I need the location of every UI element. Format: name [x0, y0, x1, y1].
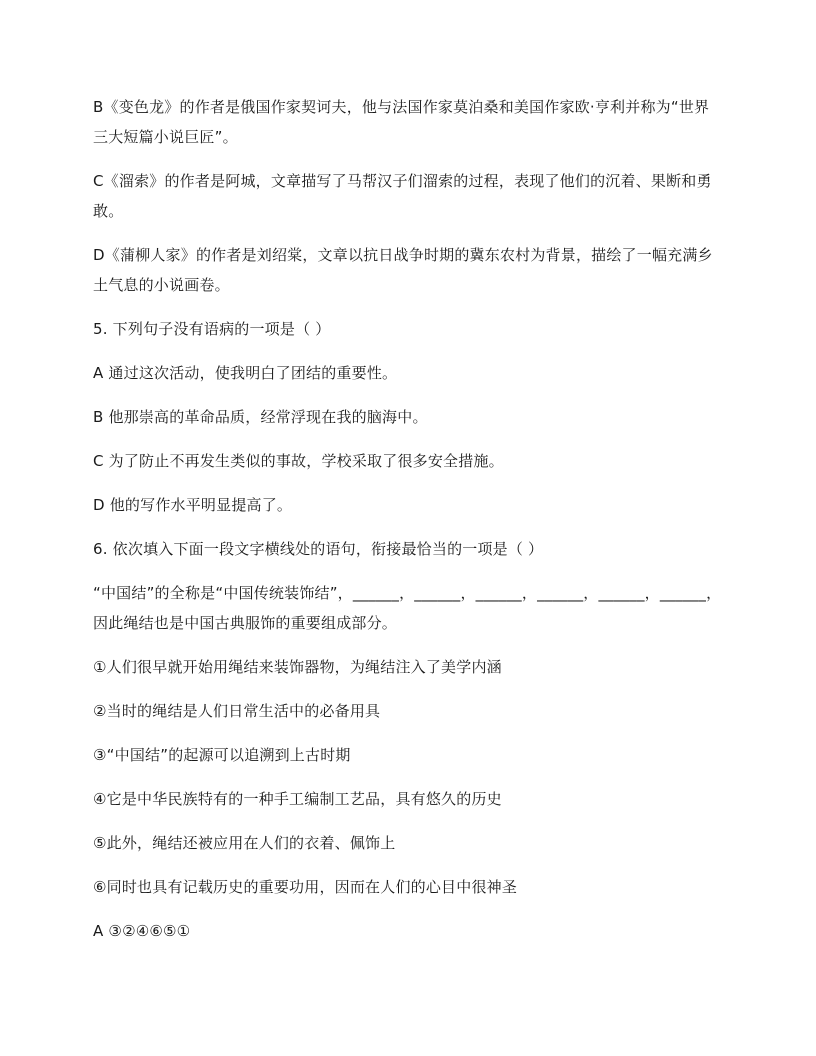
option-d-puliurenjia: D《蒲柳人家》的作者是刘绍棠，文章以抗日战争时期的冀东农村为背景，描绘了一幅充满乡土气息的小说画卷。: [93, 246, 713, 294]
question-6-item-6: ⑥同时也具有记载历史的重要功用，因而在人们的心目中很神圣: [93, 878, 518, 896]
option-c-liusuo: C《溜索》的作者是阿城，文章描写了马帮汉子们溜索的过程，表现了他们的沉着、果断和勇敢。: [93, 172, 712, 220]
question-5-option-d: D 他的写作水平明显提高了。: [93, 496, 293, 514]
question-6-passage: “中国结”的全称是“中国传统装饰结”，______，______，______，______，______，______，因此绳结也是中国古典服饰的重要组成部分。: [93, 584, 722, 632]
option-b-bianselong: B《变色龙》的作者是俄国作家契诃夫，他与法国作家莫泊桑和美国作家欧·亨利并称为“世界三大短篇小说巨匠”。: [93, 98, 710, 146]
question-6-item-5: ⑤此外，绳结还被应用在人们的衣着、佩饰上: [93, 834, 396, 852]
question-6-item-2: ②当时的绳结是人们日常生活中的必备用具: [93, 702, 381, 720]
question-6-item-3: ③“中国结”的起源可以追溯到上古时期: [93, 746, 351, 764]
question-6-item-4: ④它是中华民族特有的一种手工编制工艺品，具有悠久的历史: [93, 790, 502, 808]
document-body: [93, 92, 723, 960]
question-5-option-a: A 通过这次活动，使我明白了团结的重要性。: [93, 364, 398, 382]
question-5-option-c: C 为了防止不再发生类似的事故，学校采取了很多安全措施。: [93, 452, 504, 470]
question-5-option-b: B 他那崇高的革命品质，经常浮现在我的脑海中。: [93, 408, 428, 426]
question-6-stem: 6. 依次填入下面一段文字横线处的语句，衔接最恰当的一项是（ ）: [93, 540, 544, 558]
question-6-item-1: ①人们很早就开始用绳结来装饰器物，为绳结注入了美学内涵: [93, 658, 502, 676]
question-6-option-a: A ③②④⑥⑤①: [93, 922, 191, 940]
question-5-stem: 5. 下列句子没有语病的一项是（ ）: [93, 320, 331, 338]
